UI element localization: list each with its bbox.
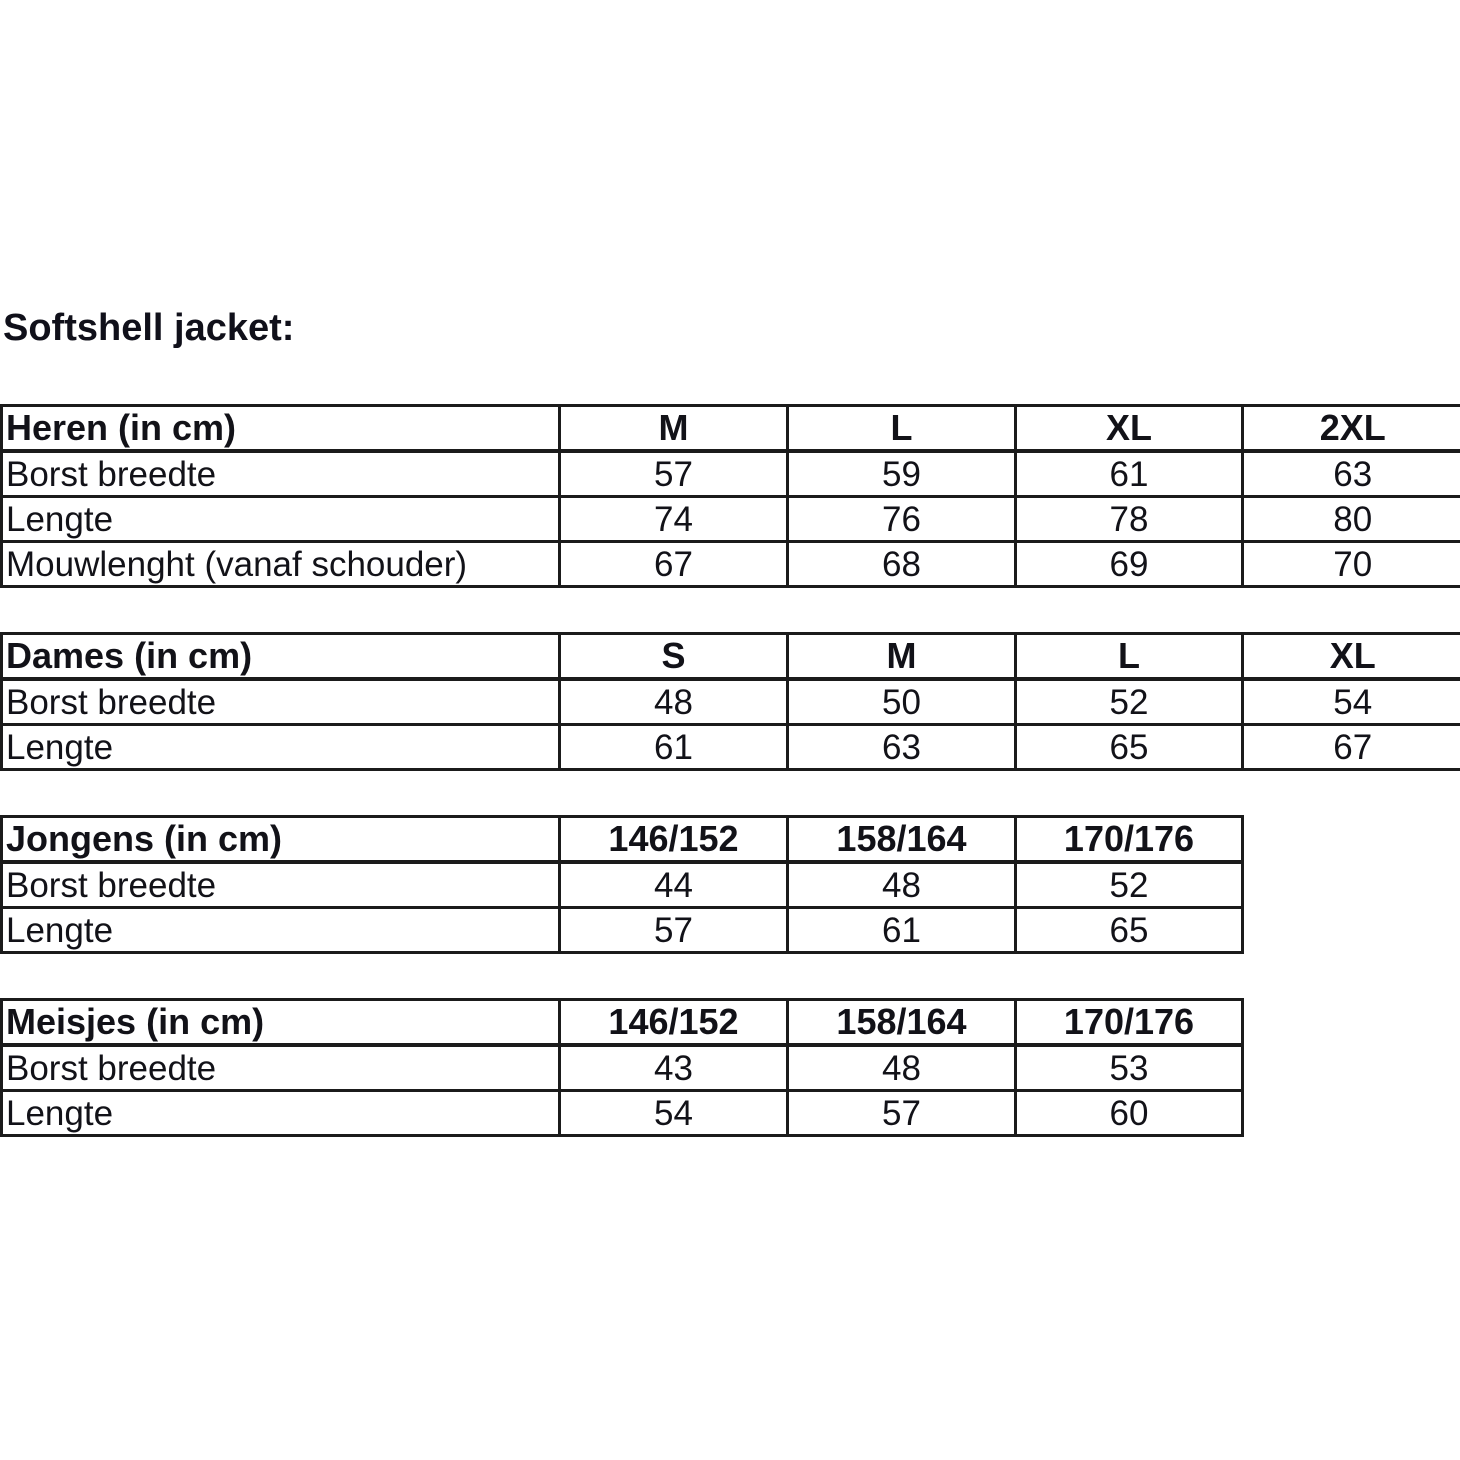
value-cell: 65 <box>1016 725 1243 770</box>
page-title: Softshell jacket: <box>3 307 295 349</box>
table-title-cell: Heren (in cm) <box>2 406 560 452</box>
value-cell: 70 <box>1243 542 1460 587</box>
row-label-cell: Lengte <box>2 725 560 770</box>
column-header-cell: 158/164 <box>788 1000 1016 1046</box>
value-cell: 60 <box>1016 1091 1243 1136</box>
value-cell: 50 <box>788 679 1016 725</box>
value-cell: 52 <box>1016 862 1243 908</box>
value-cell: 63 <box>788 725 1016 770</box>
value-cell: 67 <box>560 542 788 587</box>
value-cell: 48 <box>788 862 1016 908</box>
value-cell: 69 <box>1016 542 1243 587</box>
row-label-cell: Lengte <box>2 908 560 953</box>
row-label-cell: Lengte <box>2 1091 560 1136</box>
column-header-cell: 170/176 <box>1016 817 1243 863</box>
table-title-cell: Dames (in cm) <box>2 634 560 680</box>
value-cell: 61 <box>560 725 788 770</box>
column-header-cell: M <box>560 406 788 452</box>
row-label-cell: Borst breedte <box>2 679 560 725</box>
value-cell: 61 <box>1016 451 1243 497</box>
table-row <box>2 497 1460 542</box>
value-cell: 44 <box>560 862 788 908</box>
row-label-cell: Borst breedte <box>2 451 560 497</box>
value-cell: 48 <box>788 1045 1016 1091</box>
column-header-cell: 146/152 <box>560 1000 788 1046</box>
value-cell: 57 <box>560 451 788 497</box>
dames-size-table <box>0 632 1460 771</box>
value-cell: 59 <box>788 451 1016 497</box>
column-header-cell: 170/176 <box>1016 1000 1243 1046</box>
column-header-cell: 158/164 <box>788 817 1016 863</box>
value-cell: 76 <box>788 497 1016 542</box>
jongens-size-table <box>0 815 1244 954</box>
value-cell: 54 <box>560 1091 788 1136</box>
value-cell: 43 <box>560 1045 788 1091</box>
value-cell: 61 <box>788 908 1016 953</box>
table-row <box>2 542 1460 587</box>
column-header-cell: L <box>1016 634 1243 680</box>
table-row <box>2 451 1460 497</box>
table-row <box>2 908 1243 953</box>
value-cell: 74 <box>560 497 788 542</box>
heren-size-table <box>0 404 1460 588</box>
value-cell: 65 <box>1016 908 1243 953</box>
value-cell: 48 <box>560 679 788 725</box>
value-cell: 68 <box>788 542 1016 587</box>
table-header-row <box>2 1000 1243 1046</box>
table-header-row <box>2 634 1460 680</box>
column-header-cell: XL <box>1016 406 1243 452</box>
value-cell: 57 <box>560 908 788 953</box>
column-header-cell: M <box>788 634 1016 680</box>
value-cell: 53 <box>1016 1045 1243 1091</box>
column-header-cell: S <box>560 634 788 680</box>
value-cell: 63 <box>1243 451 1460 497</box>
table-row <box>2 1045 1243 1091</box>
table-header-row <box>2 406 1460 452</box>
table-row <box>2 862 1243 908</box>
value-cell: 80 <box>1243 497 1460 542</box>
table-row <box>2 725 1460 770</box>
table-title-cell: Meisjes (in cm) <box>2 1000 560 1046</box>
row-label-cell: Borst breedte <box>2 1045 560 1091</box>
value-cell: 78 <box>1016 497 1243 542</box>
row-label-cell: Lengte <box>2 497 560 542</box>
column-header-cell: L <box>788 406 1016 452</box>
table-row <box>2 1091 1243 1136</box>
value-cell: 52 <box>1016 679 1243 725</box>
value-cell: 54 <box>1243 679 1460 725</box>
row-label-cell: Borst breedte <box>2 862 560 908</box>
table-header-row <box>2 817 1243 863</box>
value-cell: 67 <box>1243 725 1460 770</box>
column-header-cell: 2XL <box>1243 406 1460 452</box>
column-header-cell: XL <box>1243 634 1460 680</box>
table-title-cell: Jongens (in cm) <box>2 817 560 863</box>
meisjes-size-table <box>0 998 1244 1137</box>
row-label-cell: Mouwlenght (vanaf schouder) <box>2 542 560 587</box>
value-cell: 57 <box>788 1091 1016 1136</box>
column-header-cell: 146/152 <box>560 817 788 863</box>
table-row <box>2 679 1460 725</box>
